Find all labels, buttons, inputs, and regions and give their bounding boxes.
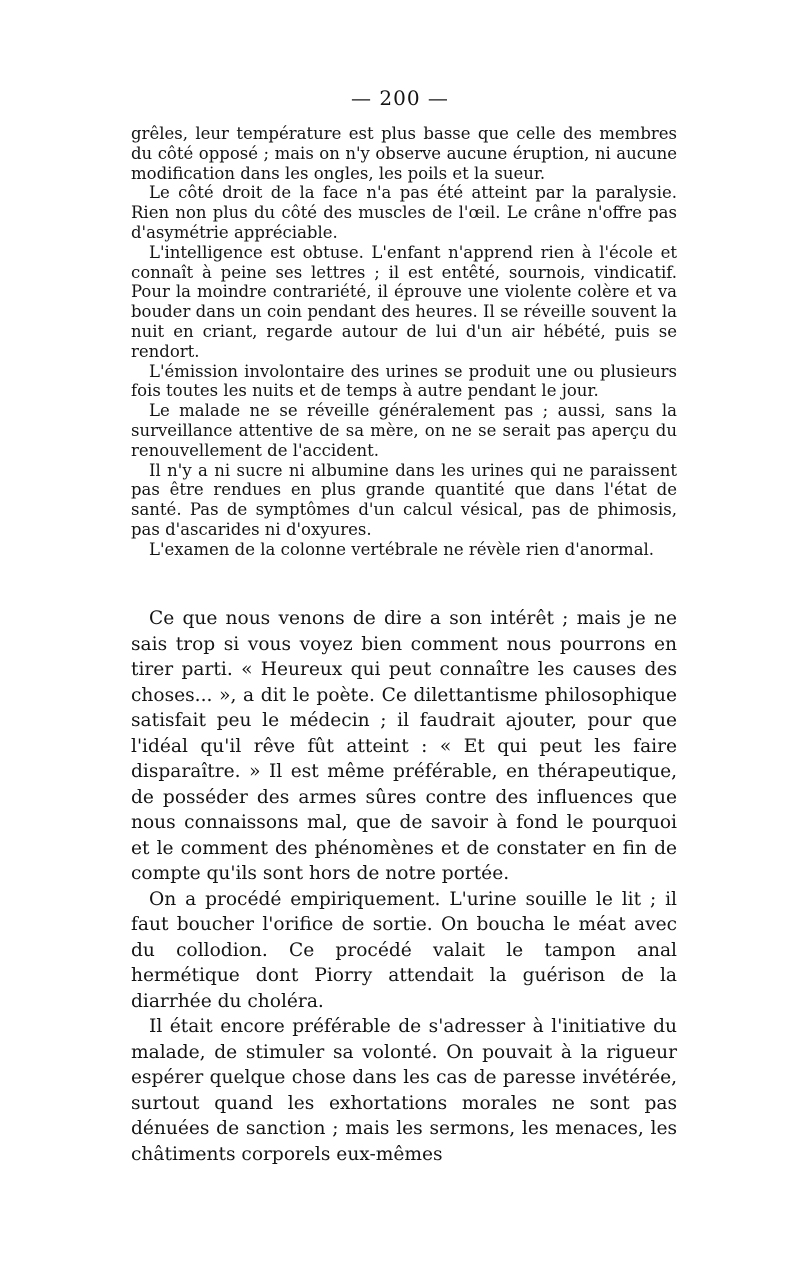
main-body-text — [131, 606, 677, 1167]
small-paragraph-1: grêles, leur température est plus basse que celle des membres du côté opposé ; mais on n'y observe aucune éruption, ni aucune modification dans les ongles, les poils et la sueur. — [131, 124, 677, 183]
main-paragraph-2: On a procédé empiriquement. L'urine souille le lit ; il faut boucher l'orifice de sortie. On boucha le méat avec du collodion. Ce procédé valait le tampon anal hermétique dont Piorry attendait la guérison de la diarrhée du choléra. — [131, 888, 677, 1012]
small-paragraph-6: Il n'y a ni sucre ni albumine dans les urines qui ne paraissent pas être rendues en plus grande quantité que dans l'état de santé. Pas de symptômes d'un calcul vésical, pas de phimosis, pas d'ascarides ni d'oxyures. — [131, 460, 677, 539]
small-paragraph-7: L'examen de la colonne vertébrale ne révèle rien d'anormal. — [149, 539, 655, 559]
page-number: — 200 — — [351, 86, 449, 110]
small-paragraph-5: Le malade ne se réveille généralement pas ; aussi, sans la surveillance attentive de sa mère, on ne se serait pas aperçu du renouvellement de l'accident. — [131, 401, 677, 460]
small-paragraph-2: Le côté droit de la face n'a pas été atteint par la paralysie. Rien non plus du côté des muscles de l'œil. Le crâne n'offre pas d'asymétrie appréciable. — [131, 183, 677, 242]
main-paragraph-3: Il était encore préférable de s'adresser à l'initiative du malade, de stimuler sa volonté. On pouvait à la rigueur espérer quelque chose dans les cas de paresse invétérée, surtout quand les exhortations morales ne sont pas dénuées de sanction ; mais les sermons, les menaces, les châtiments corporels eux-mêmes — [131, 1016, 677, 1165]
small-paragraph-4: L'émission involontaire des urines se produit une ou plusieurs fois toutes les nuits et de temps à autre pendant le jour. — [131, 361, 677, 401]
main-paragraph-1: Ce que nous venons de dire a son intérêt ; mais je ne sais trop si vous voyez bien comment nous pourrons en tirer parti. « Heureux qui peut connaître les causes des choses... », a dit le poète. Ce dilettantisme philosophique satisfait peu le médecin ; il faudrait ajouter, pour que l'idéal qu'il rêve fût atteint : « Et qui peut les faire disparaître. » Il est même préférable, en thérapeutique, de posséder des armes sûres contre des influences que nous connaissons mal, que de savoir à fond le pourquoi et le comment des phénomènes et de constater en fin de compte qu'ils sont hors de notre portée. — [131, 608, 677, 884]
case-report-small-print — [131, 124, 677, 560]
small-paragraph-3: L'intelligence est obtuse. L'enfant n'apprend rien à l'école et connaît à peine ses lettres ; il est entêté, sournois, vindicatif. Pour la moindre contrariété, il éprouve une violente colère et va bouder dans un coin pendant des heures. Il se réveille souvent la nuit en criant, regarde autour de lui d'un air hébété, puis se rendort. — [131, 242, 677, 361]
